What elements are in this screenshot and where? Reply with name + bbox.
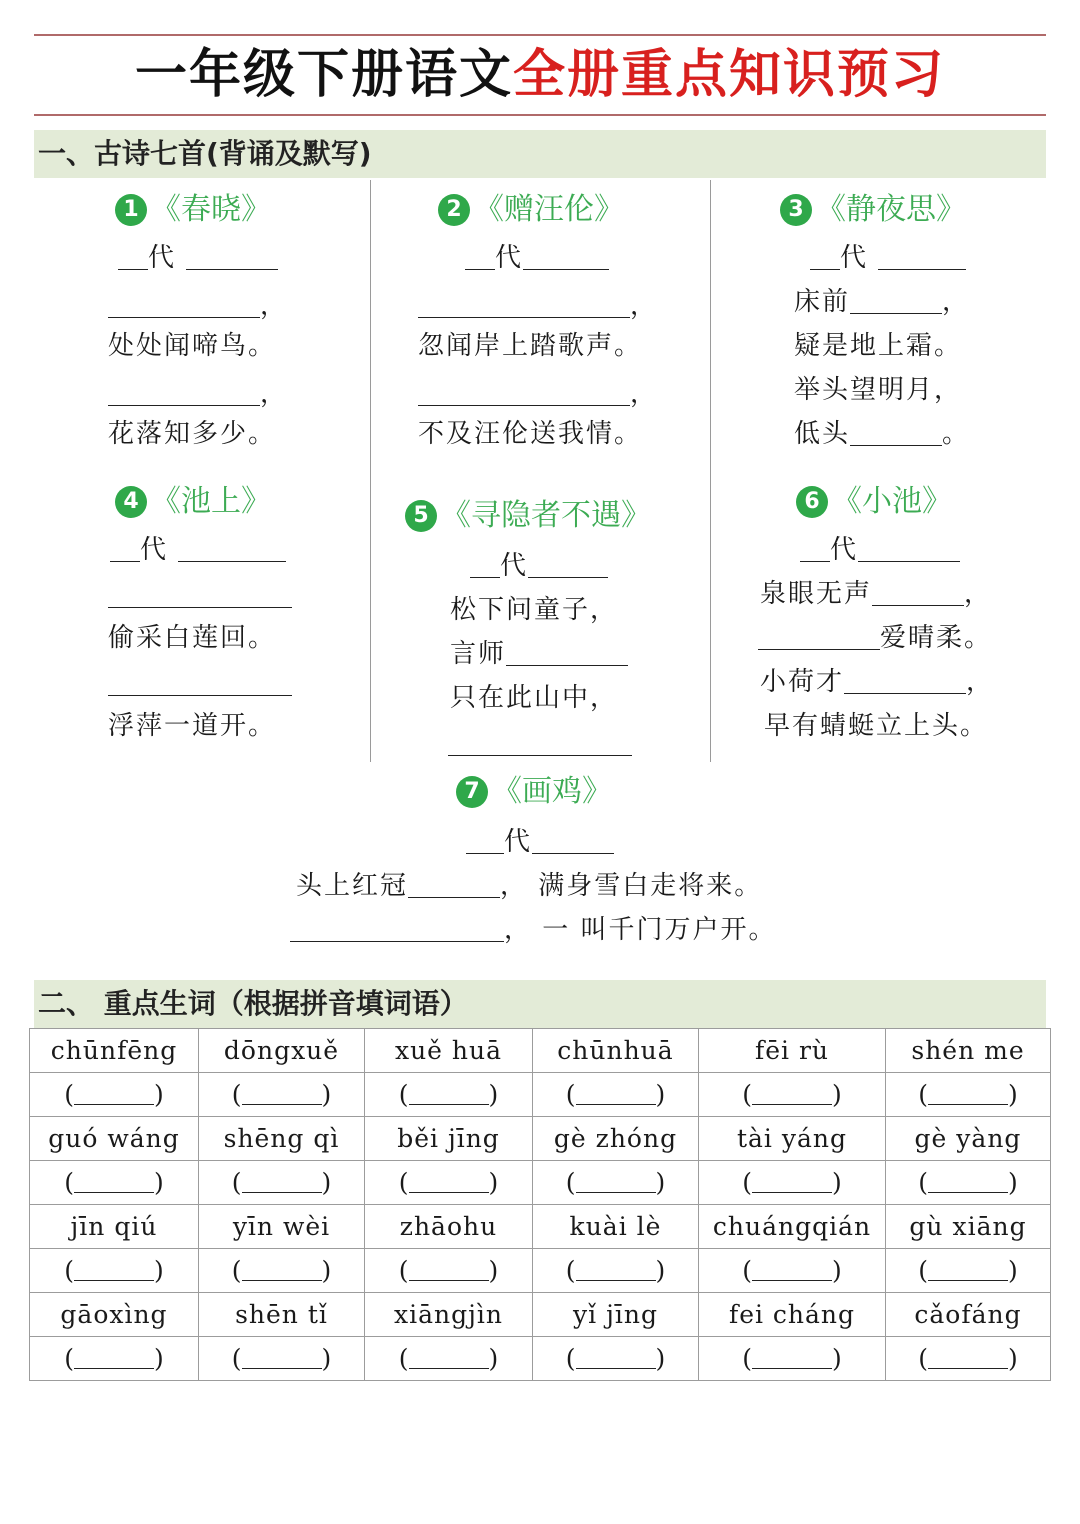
- poem-1-line-1: ，: [108, 288, 288, 324]
- page-title: [0, 40, 1080, 110]
- number-badge-icon: 4: [115, 486, 147, 518]
- pinyin-cell: xiāngjìn: [365, 1293, 533, 1337]
- answer-blank[interactable]: ( ): [365, 1249, 533, 1293]
- answer-blank[interactable]: ( ): [699, 1161, 886, 1205]
- fill-in-line: [242, 1168, 322, 1193]
- poem-3-line-2: 疑是地上霜。: [794, 331, 963, 361]
- fill-in-line: [576, 1256, 656, 1281]
- pinyin-cell: chūnfēng: [30, 1029, 199, 1073]
- number-badge-icon: 7: [456, 776, 488, 808]
- answer-blank[interactable]: ( ): [533, 1249, 699, 1293]
- poem-1-line-3: ，: [108, 376, 288, 412]
- answer-row: [30, 1337, 1051, 1381]
- poem-4-line-1: [108, 578, 292, 614]
- number-badge-icon: 1: [115, 194, 147, 226]
- pinyin-row: [30, 1205, 1051, 1249]
- poem-7-title: 7 《画鸡》: [456, 772, 612, 812]
- pinyin-cell: guó wáng: [30, 1117, 199, 1161]
- answer-blank[interactable]: ( ): [886, 1161, 1051, 1205]
- answer-blank[interactable]: ( ): [699, 1073, 886, 1117]
- poem-4-author-line: 代: [110, 532, 286, 568]
- poem-1-line-4: 花落知多少。: [108, 419, 277, 449]
- answer-blank[interactable]: ( ): [699, 1249, 886, 1293]
- answer-blank[interactable]: ( ): [199, 1073, 365, 1117]
- poem-5-line-1: 松下问童子，: [450, 595, 619, 625]
- fill-in-line: [409, 1256, 489, 1281]
- poem-7-author-line: 代: [466, 824, 614, 860]
- pinyin-cell: chūnhuā: [533, 1029, 699, 1073]
- top-rule: [34, 34, 1046, 36]
- poem-5-author-line: 代: [470, 548, 608, 584]
- pinyin-cell: shēn tǐ: [199, 1293, 365, 1337]
- poem-5-line-2: 言师: [450, 636, 628, 672]
- answer-blank[interactable]: ( ): [365, 1337, 533, 1381]
- fill-in-line: [752, 1080, 832, 1105]
- poem-4-line-4: 浮萍一道开。: [108, 711, 277, 741]
- pinyin-cell: kuài lè: [533, 1205, 699, 1249]
- fill-in-line: [576, 1080, 656, 1105]
- column-divider-left: [370, 180, 371, 762]
- poem-1-line-2: 处处闻啼鸟。: [108, 331, 277, 361]
- answer-blank[interactable]: ( ): [365, 1161, 533, 1205]
- pinyin-cell: gè zhóng: [533, 1117, 699, 1161]
- fill-in-line: [242, 1256, 322, 1281]
- poem-6-author-line: 代: [800, 532, 960, 568]
- answer-blank[interactable]: ( ): [533, 1073, 699, 1117]
- answer-row: [30, 1073, 1051, 1117]
- answer-blank[interactable]: ( ): [199, 1249, 365, 1293]
- pinyin-cell: gù xiāng: [886, 1205, 1051, 1249]
- fill-in-line: [928, 1080, 1008, 1105]
- pinyin-cell: shēng qì: [199, 1117, 365, 1161]
- fill-in-line: [752, 1344, 832, 1369]
- column-divider-right: [710, 180, 711, 762]
- fill-in-line: [409, 1168, 489, 1193]
- fill-in-line: [409, 1080, 489, 1105]
- fill-in-line: [74, 1344, 154, 1369]
- answer-blank[interactable]: ( ): [30, 1249, 199, 1293]
- pinyin-cell: fei cháng: [699, 1293, 886, 1337]
- pinyin-row: [30, 1293, 1051, 1337]
- pinyin-cell: tài yáng: [699, 1117, 886, 1161]
- fill-in-line: [242, 1080, 322, 1105]
- poem-3-title: 3 《静夜思》: [780, 190, 966, 230]
- fill-in-line: [74, 1080, 154, 1105]
- poem-3-line-1: 床前 ，: [794, 287, 971, 317]
- poem-3-author-line: 代: [810, 240, 966, 276]
- answer-row: [30, 1249, 1051, 1293]
- fill-in-line: [242, 1344, 322, 1369]
- number-badge-icon: 6: [796, 486, 828, 518]
- poem-2-title: 2 《赠汪伦》: [438, 190, 624, 230]
- pinyin-cell: dōngxuě: [199, 1029, 365, 1073]
- fill-in-line: [928, 1256, 1008, 1281]
- poem-1-author-line: 代: [118, 240, 278, 276]
- pinyin-cell: gè yàng: [886, 1117, 1051, 1161]
- number-badge-icon: 5: [405, 500, 437, 532]
- section-2-heading: 二、 重点生词（根据拼音填词语）: [34, 980, 1046, 1028]
- fill-in-line: [74, 1168, 154, 1193]
- answer-blank[interactable]: ( ): [199, 1337, 365, 1381]
- poem-5-title: 5 《寻隐者不遇》: [405, 496, 651, 536]
- answer-blank[interactable]: ( ): [886, 1073, 1051, 1117]
- title-rule: [34, 114, 1046, 116]
- poem-4-line-3: [108, 666, 292, 702]
- poem-6-line-2: 爱晴柔。: [758, 620, 992, 656]
- pinyin-cell: yīn wèi: [199, 1205, 365, 1249]
- fill-in-line: [409, 1344, 489, 1369]
- poem-2-line-3: ，: [418, 376, 658, 412]
- answer-blank[interactable]: ( ): [699, 1337, 886, 1381]
- poem-2-author-line: 代: [465, 240, 609, 276]
- answer-blank[interactable]: ( ): [533, 1161, 699, 1205]
- answer-blank[interactable]: ( ): [199, 1161, 365, 1205]
- pinyin-cell: xuě huā: [365, 1029, 533, 1073]
- answer-blank[interactable]: ( ): [30, 1337, 199, 1381]
- poem-3-line-3: 举头望明月，: [794, 375, 963, 405]
- fill-in-line: [576, 1168, 656, 1193]
- pinyin-cell: yǐ jīng: [533, 1293, 699, 1337]
- poem-2-line-2: 忽闻岸上踏歌声。: [418, 331, 643, 361]
- poem-6-line-4: 早有蜻蜓立上头。: [764, 711, 989, 741]
- answer-row: [30, 1161, 1051, 1205]
- fill-in-line: [752, 1168, 832, 1193]
- pinyin-cell: gāoxìng: [30, 1293, 199, 1337]
- fill-in-line: [752, 1256, 832, 1281]
- title-part-1: 一年级下册语文: [134, 45, 513, 105]
- pinyin-cell: cǎofáng: [886, 1293, 1051, 1337]
- answer-blank[interactable]: ( ): [886, 1337, 1051, 1381]
- poem-4-line-2: 偷采白莲回。: [108, 623, 277, 653]
- poem-5-line-3: 只在此山中，: [450, 683, 619, 713]
- answer-blank[interactable]: ( ): [30, 1073, 199, 1117]
- fill-in-line: [928, 1344, 1008, 1369]
- poem-2-line-1: ，: [418, 288, 658, 324]
- pinyin-cell: shén me: [886, 1029, 1051, 1073]
- vocabulary-table: [29, 1028, 1051, 1381]
- poem-4-title: 4 《池上》: [115, 482, 271, 522]
- poem-1-title: 1 《春晓》: [115, 190, 271, 230]
- fill-in-line: [74, 1256, 154, 1281]
- answer-blank[interactable]: ( ): [30, 1161, 199, 1205]
- fill-in-line: [928, 1168, 1008, 1193]
- poem-7-line-1: 头上红冠 ， 满身雪白走将来。: [296, 871, 763, 901]
- pinyin-row: [30, 1117, 1051, 1161]
- pinyin-cell: běi jīng: [365, 1117, 533, 1161]
- poem-3-line-4: 低头 。: [794, 419, 971, 449]
- pinyin-cell: jīn qiú: [30, 1205, 199, 1249]
- title-part-2: 全册重点知识预习: [513, 45, 946, 105]
- poem-6-title: 6 《小池》: [796, 482, 952, 522]
- poem-7-line-2: ， 一 叫千门万户开。: [290, 912, 777, 948]
- answer-blank[interactable]: ( ): [886, 1249, 1051, 1293]
- poem-6-line-1: 泉眼无声 ，: [760, 579, 993, 609]
- section-1-heading: 一、古诗七首(背诵及默写): [34, 130, 1046, 178]
- pinyin-row: [30, 1029, 1051, 1073]
- fill-in-line: [576, 1344, 656, 1369]
- answer-blank[interactable]: ( ): [533, 1337, 699, 1381]
- pinyin-cell: zhāohu: [365, 1205, 533, 1249]
- pinyin-cell: chuángqián: [699, 1205, 886, 1249]
- pinyin-cell: fēi rù: [699, 1029, 886, 1073]
- poem-6-line-3: 小荷才 ，: [760, 667, 995, 697]
- number-badge-icon: 2: [438, 194, 470, 226]
- answer-blank[interactable]: ( ): [365, 1073, 533, 1117]
- number-badge-icon: 3: [780, 194, 812, 226]
- poem-5-line-4: [448, 726, 632, 762]
- poem-2-line-4: 不及汪伦送我情。: [418, 419, 643, 449]
